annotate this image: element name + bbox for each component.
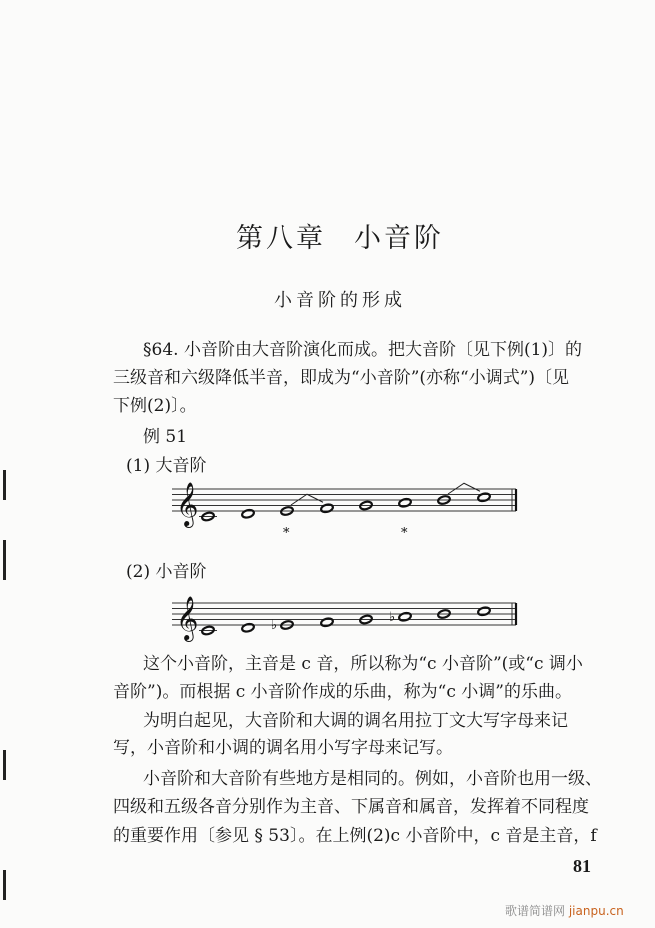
chapter-name: 小音阶: [354, 223, 444, 254]
flat-sign: ♭: [389, 609, 396, 625]
whole-note: [398, 498, 411, 508]
paragraph-line: 写，小音阶和小调的调名用小写字母来记写。: [113, 738, 453, 758]
section-title: 小音阶的形成: [274, 290, 406, 311]
whole-note: [398, 612, 411, 622]
whole-note: [320, 617, 333, 627]
paragraph-line: 四级和五级各音分别作为主音、下属音和属音，发挥着不同程度: [113, 797, 589, 817]
example-label: 例 51: [143, 427, 188, 447]
paragraph-line: 下例(2)〕。: [113, 396, 197, 416]
paragraph-line: 这个小音阶，主音是 c 音，所以称为“c 小音阶”(或“c 调小: [143, 654, 583, 674]
example-2-label: (2) 小音阶: [126, 562, 207, 582]
page-number: 81: [573, 856, 591, 876]
treble-clef-icon: 𝄞: [176, 482, 199, 526]
chapter-number: 第八章: [236, 223, 326, 254]
whole-note: [477, 492, 490, 502]
paragraph-line: 的重要作用〔参见 § 53〕。在上例(2)c 小音阶中，c 音是主音，f: [113, 826, 597, 846]
whole-note: [241, 623, 254, 633]
paragraph-line: 三级音和六级降低半音，即成为“小音阶”(亦称“小调式”)〔见: [113, 368, 570, 388]
whole-note: [241, 509, 254, 519]
whole-note: [477, 606, 490, 616]
watermark-site: 歌谱简谱网: [505, 904, 566, 918]
paragraph-line: 音阶”)。而根据 c 小音阶作成的乐曲，称为“c 小调”的乐曲。: [113, 682, 572, 702]
watermark-url: jianpu.cn: [568, 904, 624, 918]
treble-clef-icon: 𝄞: [176, 596, 199, 640]
asterisk-mark: *: [401, 526, 408, 541]
paragraph-line: 小音阶和大音阶有些地方是相同的。例如，小音阶也用一级、: [143, 769, 602, 789]
whole-note: [320, 503, 333, 513]
flat-sign: ♭: [271, 618, 278, 633]
paragraph-line: §64. 小音阶由大音阶演化而成。把大音阶〔见下例(1)〕的: [143, 340, 583, 360]
asterisk-mark: *: [283, 526, 290, 541]
watermark: [505, 902, 624, 919]
example-1-label: (1) 大音阶: [126, 456, 207, 476]
paragraph-line: 为明白起见，大音阶和大调的调名用拉丁文大写字母来记: [143, 711, 568, 731]
